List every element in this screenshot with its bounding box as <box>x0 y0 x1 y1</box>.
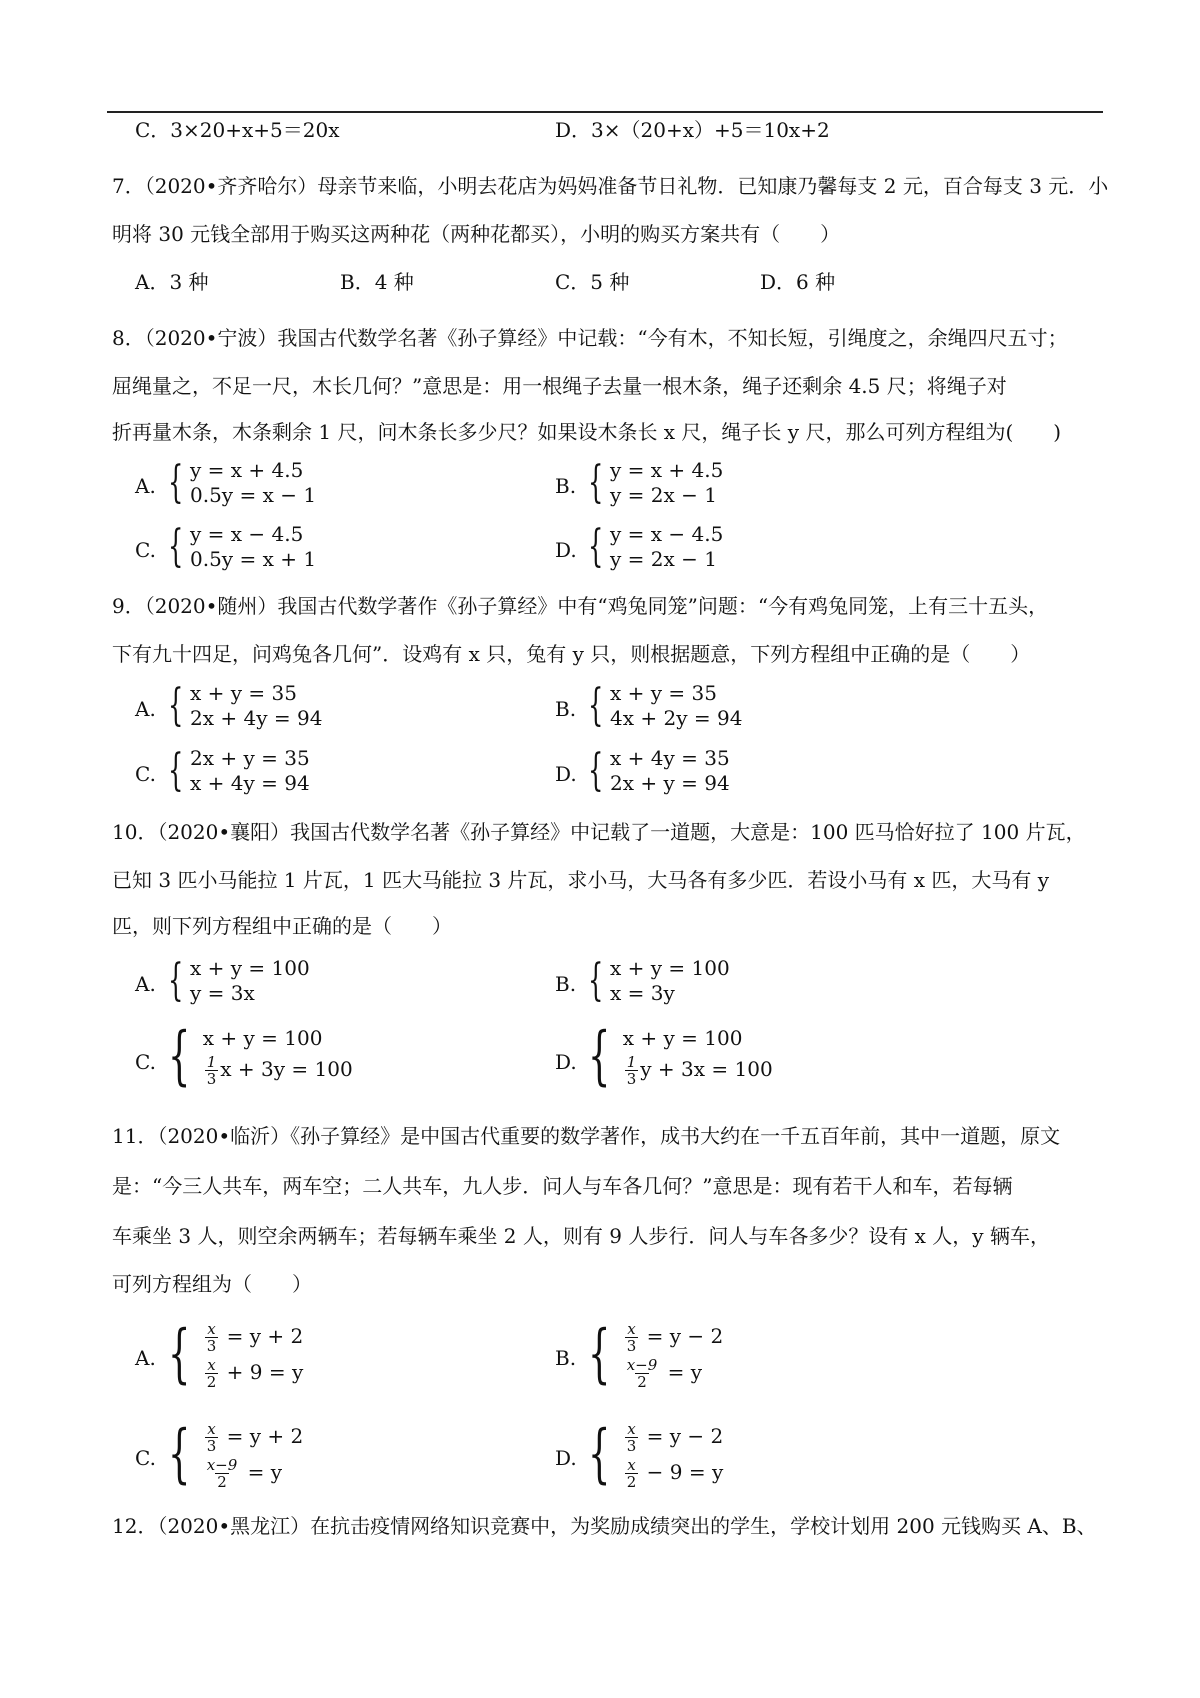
q11-text-line1: 11．（2020•临沂）《孙子算经》是中国古代重要的数学著作，成书大约在一千五百年前，其中一道题，原文 <box>112 1124 1061 1148</box>
q9-b-row1: x + y = 35 <box>610 681 717 705</box>
q11-equation-b: { $\frac{x}{3}$ = y − 2 $\frac{x-9}{2}$ = y <box>588 1317 724 1391</box>
q10-d-row1: x + y = 100 <box>622 1025 743 1050</box>
q11-text-line2: 是：“今三人共车，两车空；二人共车，九人步．问人与车各几何？”意思是：现有若干人和车，若每辆 <box>112 1174 1013 1198</box>
header-rule <box>107 111 1103 113</box>
q11-label-a: A. <box>135 1346 156 1370</box>
q8-b-row1: y = x + 4.5 <box>610 458 724 482</box>
q10-c-fraction: $\frac{1}{3}$ <box>206 1052 217 1088</box>
q11-d-row2: $\frac{x}{2}$ − 9 = y <box>626 1456 724 1491</box>
q6-option-c: C．3×20+x+5＝20x <box>135 118 340 142</box>
q11-a-row1: $\frac{x}{3}$ = y + 2 <box>206 1320 304 1355</box>
q8-equation-a: { y = x + 4.5 0.5y = x − 1 <box>168 457 317 508</box>
q10-c-row2: $\frac{1}{3}$ x + 3y = 100 <box>206 1052 353 1088</box>
q11-text-line4: 可列方程组为（ ） <box>112 1272 312 1296</box>
q10-text-line1: 10．（2020•襄阳）我国古代数学名著《孙子算经》中记载了一道题，大意是：100 匹马恰好拉了 100 片瓦， <box>112 820 1086 844</box>
q9-equation-a: { x + y = 35 2x + 4y = 94 <box>168 680 323 731</box>
q8-c-row1: y = x − 4.5 <box>190 522 304 546</box>
q8-text-line2: 屈绳量之，不足一尺，木长几何？”意思是：用一根绳子去量一根木条，绳子还剩余 4.5 尺；将绳子对 <box>112 374 1007 398</box>
q9-label-c: C. <box>135 762 156 786</box>
q8-label-c: C. <box>135 538 156 562</box>
q9-b-row2: 4x + 2y = 94 <box>610 706 743 730</box>
q8-text-line1: 8．（2020•宁波）我国古代数学名著《孙子算经》中记载：“今有木，不知长短，引绳度之，余绳四尺五寸； <box>112 326 1068 350</box>
q10-a-row2: y = 3x <box>190 981 255 1005</box>
q9-c-row2: x + 4y = 94 <box>190 771 310 795</box>
q8-a-row1: y = x + 4.5 <box>190 458 304 482</box>
q11-c-row1: $\frac{x}{3}$ = y + 2 <box>206 1420 304 1455</box>
q7-option-d: D．6 种 <box>760 270 836 294</box>
q8-label-a: A. <box>135 474 156 498</box>
q10-a-row1: x + y = 100 <box>190 956 310 980</box>
q8-equation-c: { y = x − 4.5 0.5y = x + 1 <box>168 521 317 572</box>
q10-b-row2: x = 3y <box>610 981 675 1005</box>
q10-b-row1: x + y = 100 <box>610 956 730 980</box>
q10-equation-a: { x + y = 100 y = 3x <box>168 955 310 1006</box>
q6-option-d: D．3×（20+x）+5＝10x+2 <box>555 118 830 142</box>
q11-equation-a: { $\frac{x}{3}$ = y + 2 $\frac{x}{2}$ + 9 = y <box>168 1317 304 1391</box>
q9-label-d: D. <box>555 762 577 786</box>
q10-label-b: B. <box>555 972 577 996</box>
q10-equation-c: { x + y = 100 $\frac{1}{3}$ x + 3y = 100 <box>168 1019 353 1093</box>
q7-option-b: B．4 种 <box>340 270 414 294</box>
q10-label-c: C. <box>135 1050 156 1074</box>
q9-text-line2: 下有九十四足，问鸡兔各几何”．设鸡有 x 只，兔有 y 只，则根据题意，下列方程组中正确的是（ ） <box>112 642 1031 666</box>
q9-a-row2: 2x + 4y = 94 <box>190 706 323 730</box>
q9-a-row1: x + y = 35 <box>190 681 297 705</box>
q10-label-a: A. <box>135 972 156 996</box>
q8-d-row2: y = 2x − 1 <box>610 547 717 571</box>
q10-c-row1: x + y = 100 <box>202 1025 323 1050</box>
q9-d-row2: 2x + y = 94 <box>610 771 730 795</box>
q12-text-line1: 12．（2020•黑龙江）在抗击疫情网络知识竞赛中，为奖励成绩突出的学生，学校计划用 200 元钱购买 A、B、 <box>112 1514 1097 1538</box>
q9-label-a: A. <box>135 697 156 721</box>
q10-text-line2: 已知 3 匹小马能拉 1 片瓦，1 匹大马能拉 3 片瓦，求小马，大马各有多少匹．若设小马有 x 匹，大马有 y <box>112 868 1050 892</box>
q9-text-line1: 9．（2020•随州）我国古代数学著作《孙子算经》中有“鸡兔同笼”问题：“今有鸡兔同笼，上有三十五头， <box>112 594 1049 618</box>
q9-equation-d: { x + 4y = 35 2x + y = 94 <box>588 745 730 796</box>
q7-text-line1: 7．（2020•齐齐哈尔）母亲节来临，小明去花店为妈妈准备节日礼物．已知康乃馨每支 2 元，百合每支 3 元．小 <box>112 174 1109 198</box>
q10-text-line3: 匹，则下列方程组中正确的是（ ） <box>112 914 452 938</box>
q11-label-d: D. <box>555 1446 577 1470</box>
q8-equation-d: { y = x − 4.5 y = 2x − 1 <box>588 521 724 572</box>
q9-equation-c: { 2x + y = 35 x + 4y = 94 <box>168 745 310 796</box>
q11-equation-c: { $\frac{x}{3}$ = y + 2 $\frac{x-9}{2}$ = y <box>168 1417 304 1491</box>
q10-d-row2: $\frac{1}{3}$ y + 3x = 100 <box>626 1052 773 1088</box>
q11-label-b: B. <box>555 1346 577 1370</box>
q8-equation-b: { y = x + 4.5 y = 2x − 1 <box>588 457 724 508</box>
q10-d-fraction: $\frac{1}{3}$ <box>626 1052 637 1088</box>
q11-label-c: C. <box>135 1446 156 1470</box>
q11-c-row2: $\frac{x-9}{2}$ = y <box>206 1456 283 1491</box>
q10-equation-b: { x + y = 100 x = 3y <box>588 955 730 1006</box>
q8-a-row2: 0.5y = x − 1 <box>190 483 317 507</box>
q8-label-d: D. <box>555 538 577 562</box>
q8-label-b: B. <box>555 474 577 498</box>
q8-d-row1: y = x − 4.5 <box>610 522 724 546</box>
q7-text-line2: 明将 30 元钱全部用于购买这两种花（两种花都买），小明的购买方案共有（ ） <box>112 222 841 246</box>
q10-equation-d: { x + y = 100 $\frac{1}{3}$ y + 3x = 100 <box>588 1019 773 1093</box>
q11-b-row2: $\frac{x-9}{2}$ = y <box>626 1356 703 1391</box>
q11-equation-d: { $\frac{x}{3}$ = y − 2 $\frac{x}{2}$ − 9 = y <box>588 1417 724 1491</box>
q10-label-d: D. <box>555 1050 577 1074</box>
q7-option-a: A．3 种 <box>135 270 209 294</box>
q8-b-row2: y = 2x − 1 <box>610 483 717 507</box>
q11-a-row2: $\frac{x}{2}$ + 9 = y <box>206 1356 304 1391</box>
q9-d-row1: x + 4y = 35 <box>610 746 730 770</box>
q7-option-c: C．5 种 <box>555 270 630 294</box>
q9-equation-b: { x + y = 35 4x + 2y = 94 <box>588 680 743 731</box>
q11-d-row1: $\frac{x}{3}$ = y − 2 <box>626 1420 724 1455</box>
q9-c-row1: 2x + y = 35 <box>190 746 310 770</box>
q8-text-line3: 折再量木条，木条剩余 1 尺，问木条长多少尺？如果设木条长 x 尺，绳子长 y 尺，那么可列方程组为( ) <box>112 420 1062 444</box>
q11-b-row1: $\frac{x}{3}$ = y − 2 <box>626 1320 724 1355</box>
q8-c-row2: 0.5y = x + 1 <box>190 547 317 571</box>
q11-text-line3: 车乘坐 3 人，则空余两辆车；若每辆车乘坐 2 人，则有 9 人步行．问人与车各多少？设有 x 人，y 辆车， <box>112 1224 1050 1248</box>
q9-label-b: B. <box>555 697 577 721</box>
